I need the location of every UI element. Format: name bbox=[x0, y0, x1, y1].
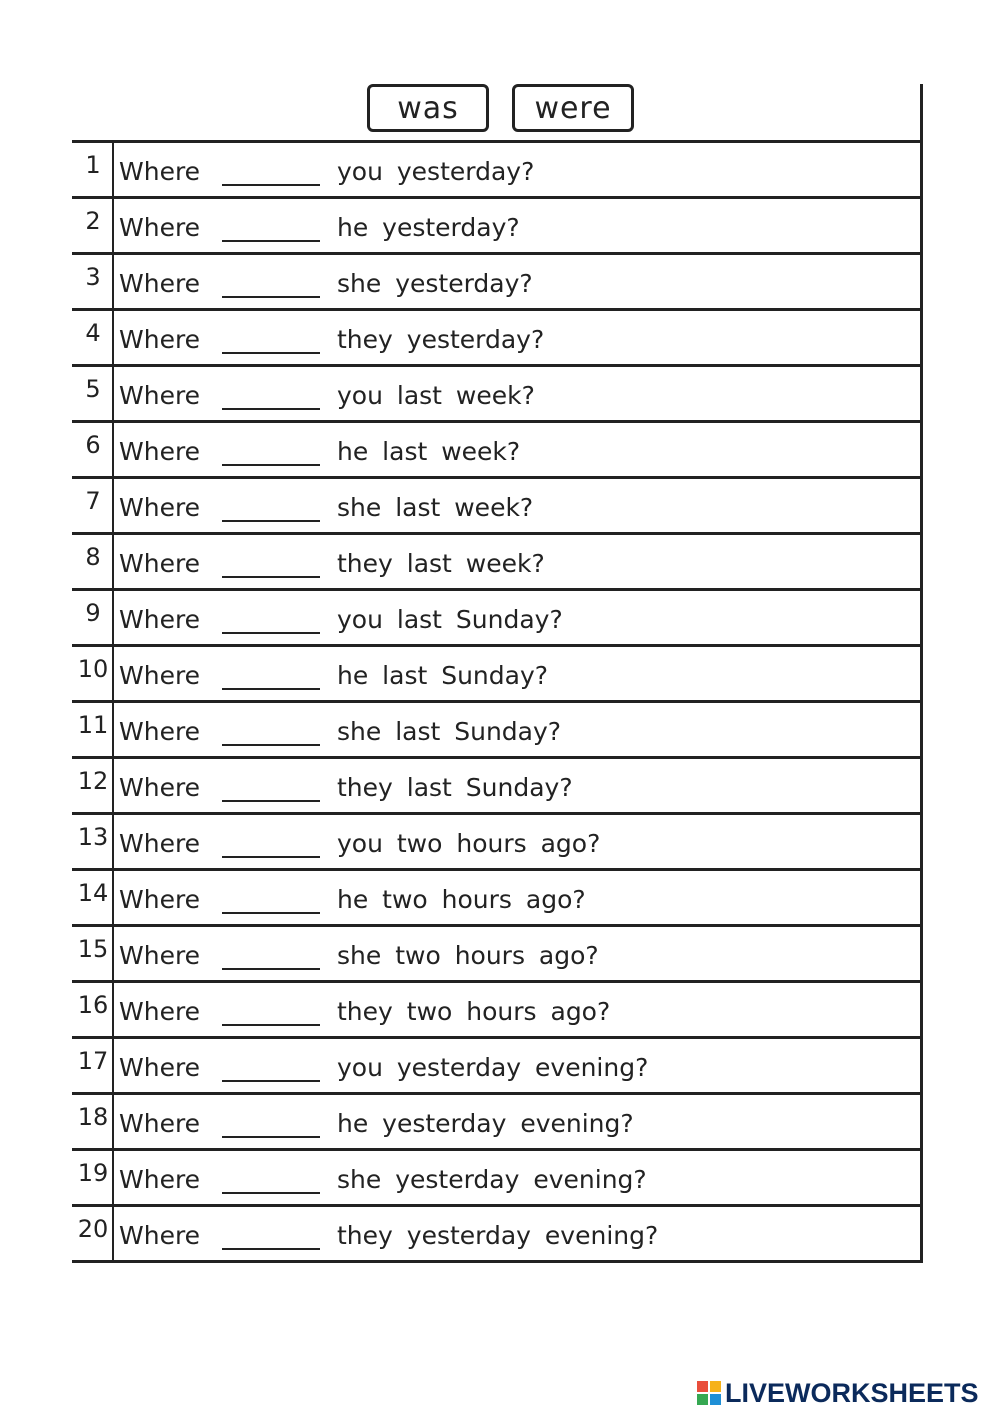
sentence-row bbox=[72, 644, 923, 700]
sentence-end: you yesterday evening? bbox=[337, 1053, 649, 1082]
sentence-end: you yesterday? bbox=[337, 157, 535, 186]
sentence-row bbox=[72, 196, 923, 252]
answer-blank[interactable] bbox=[222, 968, 320, 970]
answer-blank[interactable] bbox=[222, 352, 320, 354]
sentence-row bbox=[72, 476, 923, 532]
sentence-number: 16 bbox=[77, 991, 109, 1019]
sentence-end: he yesterday evening? bbox=[337, 1109, 634, 1138]
sentence-number: 1 bbox=[85, 151, 101, 179]
sentence-start: Where bbox=[119, 773, 201, 802]
sentence-row bbox=[72, 364, 923, 420]
sentence-row bbox=[72, 140, 923, 196]
logo-square bbox=[710, 1394, 721, 1405]
sentence-row bbox=[72, 756, 923, 812]
sentence-start: Where bbox=[119, 1165, 201, 1194]
sentence-number: 20 bbox=[77, 1215, 109, 1243]
sentence-row bbox=[72, 700, 923, 756]
sentence-row bbox=[72, 924, 923, 980]
sentence-start: Where bbox=[119, 213, 201, 242]
answer-blank[interactable] bbox=[222, 1024, 320, 1026]
sentence-start: Where bbox=[119, 493, 201, 522]
answer-blank[interactable] bbox=[222, 1136, 320, 1138]
sentence-start: Where bbox=[119, 157, 201, 186]
sentence-number: 6 bbox=[85, 431, 101, 459]
logo-square bbox=[697, 1394, 708, 1405]
sentence-row bbox=[72, 1148, 923, 1204]
sentence-number: 13 bbox=[77, 823, 109, 851]
sentence-number: 10 bbox=[77, 655, 109, 683]
sentence-row bbox=[72, 1036, 923, 1092]
sentence-row bbox=[72, 252, 923, 308]
sentence-number: 4 bbox=[85, 319, 101, 347]
sentence-row bbox=[72, 1204, 923, 1263]
sentence-end: they two hours ago? bbox=[337, 997, 611, 1026]
sentence-number: 17 bbox=[77, 1047, 109, 1075]
sentence-start: Where bbox=[119, 885, 201, 914]
sentence-number: 5 bbox=[85, 375, 101, 403]
sentence-end: he last week? bbox=[337, 437, 521, 466]
sentence-start: Where bbox=[119, 829, 201, 858]
sentence-start: Where bbox=[119, 661, 201, 690]
sentence-row bbox=[72, 588, 923, 644]
sentence-number: 15 bbox=[77, 935, 109, 963]
sentence-end: they yesterday evening? bbox=[337, 1221, 659, 1250]
exercise-table bbox=[72, 140, 923, 1263]
sentence-end: he two hours ago? bbox=[337, 885, 586, 914]
sentence-start: Where bbox=[119, 549, 201, 578]
sentence-row bbox=[72, 980, 923, 1036]
sentence-start: Where bbox=[119, 717, 201, 746]
word-bank-was: was bbox=[367, 84, 489, 132]
sentence-end: she last week? bbox=[337, 493, 534, 522]
sentence-end: she yesterday? bbox=[337, 269, 533, 298]
sentence-start: Where bbox=[119, 1053, 201, 1082]
sentence-start: Where bbox=[119, 269, 201, 298]
sentence-start: Where bbox=[119, 605, 201, 634]
logo-square bbox=[710, 1381, 721, 1392]
sentence-number: 19 bbox=[77, 1159, 109, 1187]
sentence-end: she two hours ago? bbox=[337, 941, 599, 970]
answer-blank[interactable] bbox=[222, 632, 320, 634]
sentence-number: 2 bbox=[85, 207, 101, 235]
brand-name: LIVEWORKSHEETS bbox=[725, 1377, 979, 1408]
sentence-start: Where bbox=[119, 381, 201, 410]
sentence-start: Where bbox=[119, 941, 201, 970]
sentence-end: she yesterday evening? bbox=[337, 1165, 647, 1194]
answer-blank[interactable] bbox=[222, 240, 320, 242]
answer-blank[interactable] bbox=[222, 800, 320, 802]
sentence-start: Where bbox=[119, 437, 201, 466]
word-bank-were: were bbox=[512, 84, 634, 132]
sentence-row bbox=[72, 532, 923, 588]
sentence-number: 7 bbox=[85, 487, 101, 515]
sentence-end: they last Sunday? bbox=[337, 773, 573, 802]
sentence-end: you last week? bbox=[337, 381, 535, 410]
answer-blank[interactable] bbox=[222, 1248, 320, 1250]
sentence-start: Where bbox=[119, 325, 201, 354]
sentence-end: he last Sunday? bbox=[337, 661, 549, 690]
sentence-end: they last week? bbox=[337, 549, 545, 578]
answer-blank[interactable] bbox=[222, 1080, 320, 1082]
sentence-end: he yesterday? bbox=[337, 213, 520, 242]
answer-blank[interactable] bbox=[222, 296, 320, 298]
sentence-end: they yesterday? bbox=[337, 325, 545, 354]
answer-blank[interactable] bbox=[222, 464, 320, 466]
liveworksheets-logo-icon bbox=[697, 1381, 721, 1405]
answer-blank[interactable] bbox=[222, 688, 320, 690]
sentence-number: 18 bbox=[77, 1103, 109, 1131]
answer-blank[interactable] bbox=[222, 520, 320, 522]
sentence-row bbox=[72, 420, 923, 476]
sentence-end: you two hours ago? bbox=[337, 829, 601, 858]
answer-blank[interactable] bbox=[222, 184, 320, 186]
answer-blank[interactable] bbox=[222, 408, 320, 410]
sentence-end: she last Sunday? bbox=[337, 717, 562, 746]
sentence-number: 12 bbox=[77, 767, 109, 795]
sentence-row bbox=[72, 868, 923, 924]
answer-blank[interactable] bbox=[222, 576, 320, 578]
sentence-start: Where bbox=[119, 997, 201, 1026]
answer-blank[interactable] bbox=[222, 912, 320, 914]
sentence-row bbox=[72, 308, 923, 364]
sentence-end: you last Sunday? bbox=[337, 605, 563, 634]
sentence-number: 8 bbox=[85, 543, 101, 571]
brand-footer bbox=[697, 1378, 979, 1408]
answer-blank[interactable] bbox=[222, 856, 320, 858]
sentence-row bbox=[72, 1092, 923, 1148]
sentence-row bbox=[72, 812, 923, 868]
sentence-start: Where bbox=[119, 1221, 201, 1250]
answer-blank[interactable] bbox=[222, 744, 320, 746]
sentence-number: 3 bbox=[85, 263, 101, 291]
sentence-number: 11 bbox=[77, 711, 109, 739]
sentence-number: 9 bbox=[85, 599, 101, 627]
sentence-start: Where bbox=[119, 1109, 201, 1138]
logo-square bbox=[697, 1381, 708, 1392]
sentence-number: 14 bbox=[77, 879, 109, 907]
answer-blank[interactable] bbox=[222, 1192, 320, 1194]
